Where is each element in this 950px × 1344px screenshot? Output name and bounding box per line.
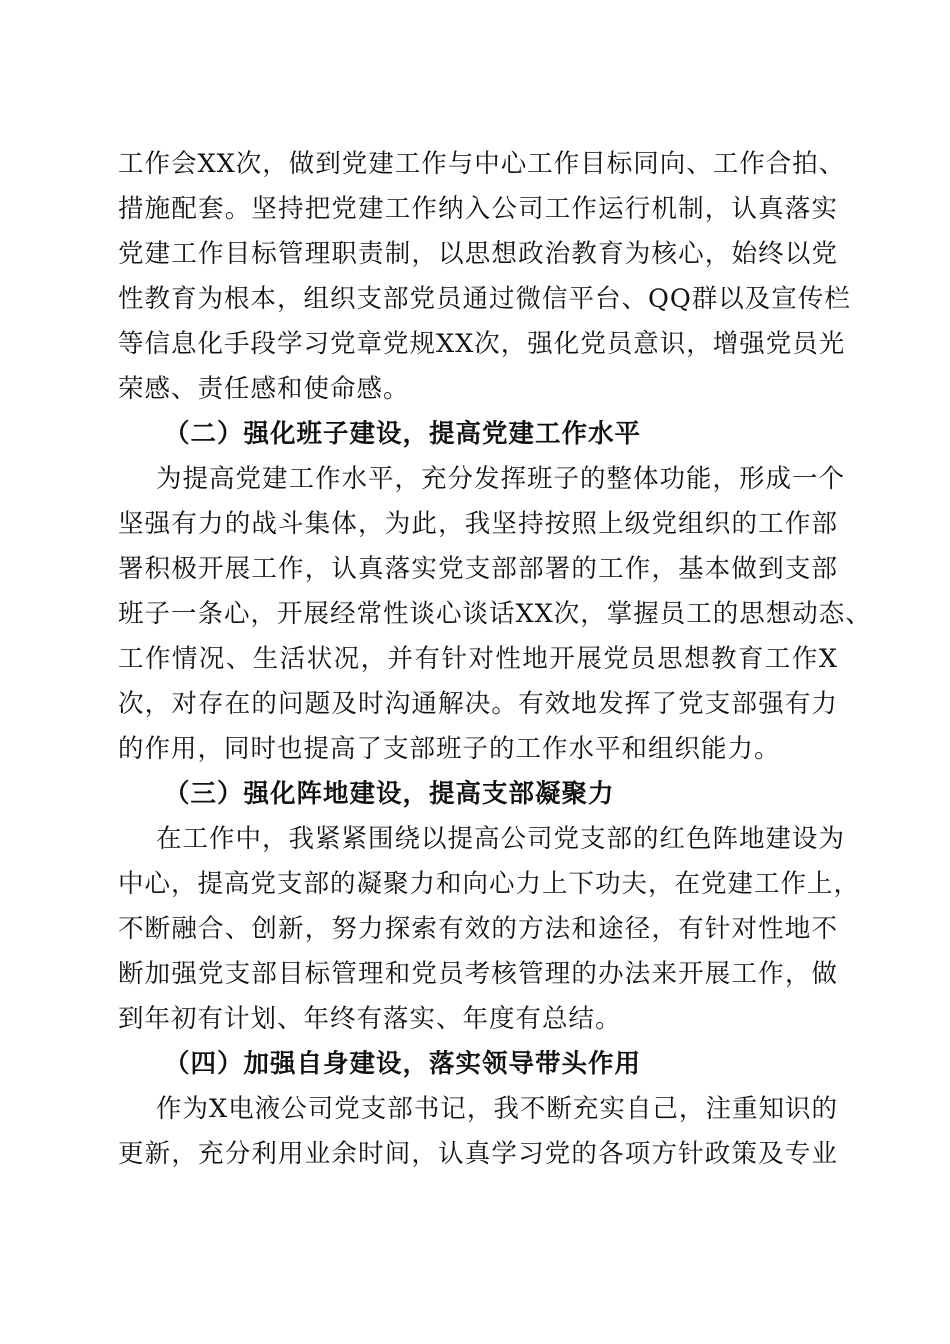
paragraph-line: 等信息化手段学习党章党规XX次，强化党员意识，增强党员光	[118, 329, 846, 359]
section-heading-2: （二）强化班子建设，提高党建工作水平	[164, 419, 642, 449]
paragraph-line: 次，对存在的问题及时沟通解决。有效地发挥了党支部强有力	[118, 689, 838, 719]
paragraph-line: 为提高党建工作水平，充分发挥班子的整体功能，形成一个	[156, 464, 846, 494]
paragraph-line: 荣感、责任感和使命感。	[118, 374, 410, 404]
section-heading-3: （三）强化阵地建设，提高支部凝聚力	[164, 779, 615, 809]
paragraph-line: 措施配套。坚持把党建工作纳入公司工作运行机制，认真落实	[118, 194, 838, 224]
paragraph-line: 在工作中，我紧紧围绕以提高公司党支部的红色阵地建设为	[156, 824, 846, 854]
paragraph-line: 班子一条心，开展经常性谈心谈话XX次，掌握员工的思想动态、	[118, 599, 872, 629]
paragraph-line: 性教育为根本，组织支部党员通过微信平台、QQ群以及宣传栏	[118, 284, 851, 314]
paragraph-line: 党建工作目标管理职责制，以思想政治教育为核心，始终以党	[118, 239, 838, 269]
paragraph-line: 署积极开展工作，认真落实党支部部署的工作，基本做到支部	[118, 554, 838, 584]
document-body	[118, 142, 872, 1177]
paragraph-line: 中心，提高党支部的凝聚力和向心力上下功夫，在党建工作上，	[118, 869, 861, 899]
paragraph-line: 工作会XX次，做到党建工作与中心工作目标同向、工作合拍、	[118, 149, 846, 179]
paragraph-line: 断加强党支部目标管理和党员考核管理的办法来开展工作，做	[118, 959, 838, 989]
paragraph-line: 作为X电液公司党支部书记，我不断充实自己，注重知识的	[156, 1094, 838, 1124]
paragraph-line: 更新，充分利用业余时间，认真学习党的各项方针政策及专业	[118, 1139, 838, 1169]
paragraph-line: 坚强有力的战斗集体，为此，我坚持按照上级党组织的工作部	[118, 509, 838, 539]
paragraph-line: 工作情况、生活状况，并有针对性地开展党员思想教育工作X	[118, 644, 838, 674]
paragraph-line: 的作用，同时也提高了支部班子的工作水平和组织能力。	[118, 734, 781, 764]
paragraph-line: 到年初有计划、年终有落实、年度有总结。	[118, 1004, 622, 1034]
section-heading-4: （四）加强自身建设，落实领导带头作用	[164, 1049, 642, 1079]
paragraph-line: 不断融合、创新，努力探索有效的方法和途径，有针对性地不	[118, 914, 838, 944]
